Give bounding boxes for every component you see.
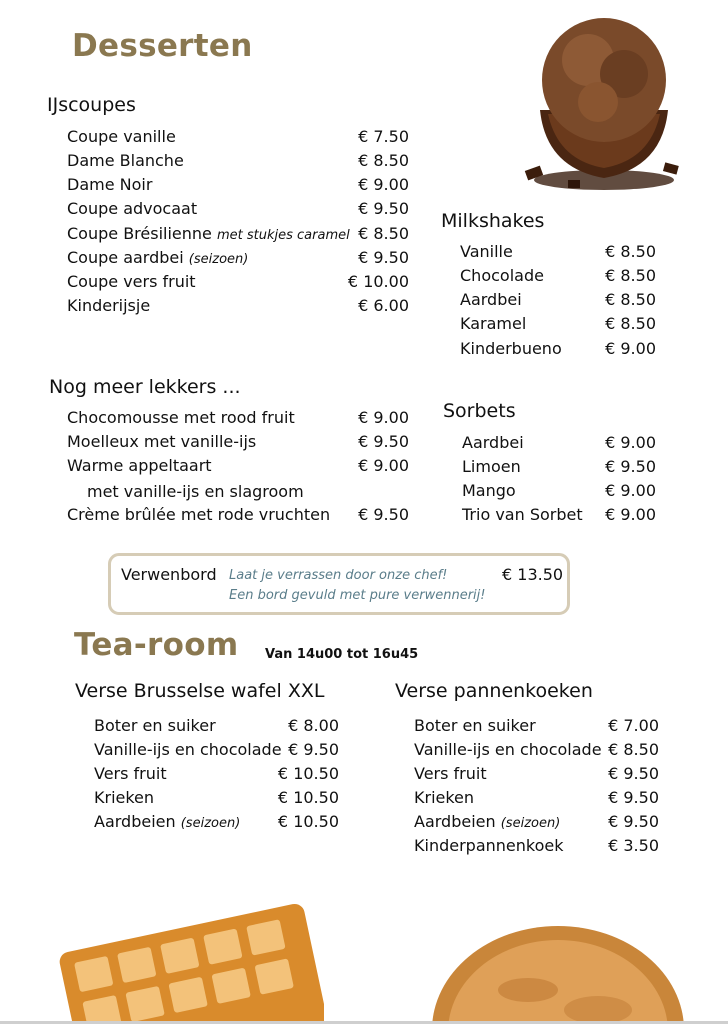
item-name: Krieken <box>94 788 155 807</box>
list-item <box>67 197 409 221</box>
item-price: € 8.50 <box>608 740 659 759</box>
item-name: Chocolade <box>460 266 544 285</box>
item-price: € 9.00 <box>358 456 409 475</box>
sorbets-heading: Sorbets <box>443 400 516 422</box>
item-price: € 8.50 <box>605 290 656 309</box>
list-item <box>414 810 659 834</box>
appeltaart-extra: met vanille-ijs en slagroom <box>87 482 304 501</box>
list-item <box>462 455 656 479</box>
list-item <box>462 503 656 527</box>
ijscoupes-heading: IJscoupes <box>47 94 136 116</box>
item-price: € 9.00 <box>358 408 409 427</box>
item-price: € 9.50 <box>358 432 409 451</box>
item-name: Aardbeien <box>94 812 176 831</box>
pannenkoeken-heading: Verse pannenkoeken <box>395 680 593 702</box>
item-name: Kinderbueno <box>460 339 562 358</box>
item-price: € 3.50 <box>608 836 659 855</box>
item-price: € 9.00 <box>358 175 409 194</box>
item-price: € 9.50 <box>358 505 409 524</box>
pancake-image <box>428 900 688 1024</box>
item-price: € 8.50 <box>605 314 656 333</box>
item-price: € 7.00 <box>608 716 659 735</box>
list-item <box>67 222 409 246</box>
waffle-image <box>48 900 324 1024</box>
list-item <box>67 503 409 527</box>
item-price: € 10.50 <box>277 764 339 783</box>
tearoom-hours: Van 14u00 tot 16u45 <box>265 647 419 662</box>
item-name: Dame Blanche <box>67 151 184 170</box>
item-price: € 9.50 <box>608 812 659 831</box>
list-item <box>414 762 659 786</box>
item-price: € 9.50 <box>358 199 409 218</box>
list-item <box>414 738 659 762</box>
item-price: € 9.50 <box>358 248 409 267</box>
item-name: Vers fruit <box>94 764 167 783</box>
item-name: Dame Noir <box>67 175 153 194</box>
item-price: € 9.00 <box>605 505 656 524</box>
item-name: Aardbei <box>462 433 524 452</box>
item-name: Warme appeltaart <box>67 456 212 475</box>
list-item <box>67 294 409 318</box>
verwenbord-tagline-2: Een bord gevuld met pure verwennerij! <box>229 588 486 603</box>
list-item <box>67 270 409 294</box>
item-note: (seizoen) <box>188 252 249 267</box>
item-name: Moelleux met vanille-ijs <box>67 432 257 451</box>
item-price: € 6.00 <box>358 296 409 315</box>
item-price: € 10.00 <box>347 272 409 291</box>
item-price: € 9.00 <box>605 339 656 358</box>
list-item <box>67 173 409 197</box>
item-price: € 8.00 <box>288 716 339 735</box>
list-item <box>460 337 656 361</box>
item-price: € 9.50 <box>605 457 656 476</box>
list-item <box>462 431 656 455</box>
list-item <box>414 834 659 858</box>
item-name: Limoen <box>462 457 521 476</box>
item-name: Coupe Brésilienne <box>67 224 212 243</box>
milkshakes-heading: Milkshakes <box>441 210 545 232</box>
list-item <box>414 714 659 738</box>
list-item <box>94 714 339 738</box>
list-item <box>460 240 656 264</box>
list-item <box>460 312 656 336</box>
item-name: Trio van Sorbet <box>462 505 583 524</box>
item-name: Vanille <box>460 242 513 261</box>
item-name: Coupe advocaat <box>67 199 198 218</box>
item-name: Coupe vers fruit <box>67 272 196 291</box>
wafel-heading: Verse Brusselse wafel XXL <box>75 680 325 702</box>
item-name: Boter en suiker <box>94 716 216 735</box>
item-name: Mango <box>462 481 516 500</box>
list-item <box>462 479 656 503</box>
list-item <box>67 125 409 149</box>
item-price: € 9.00 <box>605 433 656 452</box>
item-name: Crème brûlée met rode vruchten <box>67 505 331 524</box>
item-name: Vanille-ijs en chocolade <box>414 740 602 759</box>
item-name: Aardbei <box>460 290 522 309</box>
verwenbord-name: Verwenbord <box>121 565 217 584</box>
item-name: Kinderpannenkoek <box>414 836 564 855</box>
item-name: Karamel <box>460 314 527 333</box>
list-item <box>94 738 339 762</box>
item-price: € 9.50 <box>608 764 659 783</box>
item-name: Kinderijsje <box>67 296 151 315</box>
item-name: Aardbeien <box>414 812 496 831</box>
item-note: (seizoen) <box>500 816 561 831</box>
item-price: € 8.50 <box>358 151 409 170</box>
list-item <box>94 786 339 810</box>
verwenbord-box <box>108 553 570 615</box>
item-price: € 10.50 <box>277 812 339 831</box>
item-price: € 9.00 <box>605 481 656 500</box>
list-item <box>94 810 339 834</box>
item-price: € 8.50 <box>358 224 409 243</box>
list-item <box>94 762 339 786</box>
verwenbord-tagline-1: Laat je verrassen door onze chef! <box>229 568 448 583</box>
item-name: Vanille-ijs en chocolade <box>94 740 282 759</box>
list-item <box>414 786 659 810</box>
list-item <box>460 288 656 312</box>
list-item <box>67 149 409 173</box>
item-price: € 10.50 <box>277 788 339 807</box>
item-price: € 8.50 <box>605 242 656 261</box>
list-item <box>460 264 656 288</box>
list-item <box>67 246 409 270</box>
list-item <box>67 430 409 454</box>
verwenbord-price: € 13.50 <box>502 565 564 584</box>
item-note: met stukjes caramel <box>216 228 350 243</box>
item-price: € 7.50 <box>358 127 409 146</box>
item-price: € 9.50 <box>288 740 339 759</box>
list-item <box>67 454 409 478</box>
item-price: € 8.50 <box>605 266 656 285</box>
meer-heading: Nog meer lekkers ... <box>49 376 241 398</box>
tearoom-title: Tea-room <box>74 627 239 663</box>
ice-cream-image <box>518 10 690 196</box>
item-price: € 9.50 <box>608 788 659 807</box>
item-name: Coupe aardbei <box>67 248 184 267</box>
item-name: Chocomousse met rood fruit <box>67 408 295 427</box>
desserten-title: Desserten <box>72 28 253 64</box>
item-name: Coupe vanille <box>67 127 176 146</box>
item-name: Boter en suiker <box>414 716 536 735</box>
item-note: (seizoen) <box>180 816 241 831</box>
item-name: Vers fruit <box>414 764 487 783</box>
list-item <box>67 406 409 430</box>
item-name: Krieken <box>414 788 475 807</box>
